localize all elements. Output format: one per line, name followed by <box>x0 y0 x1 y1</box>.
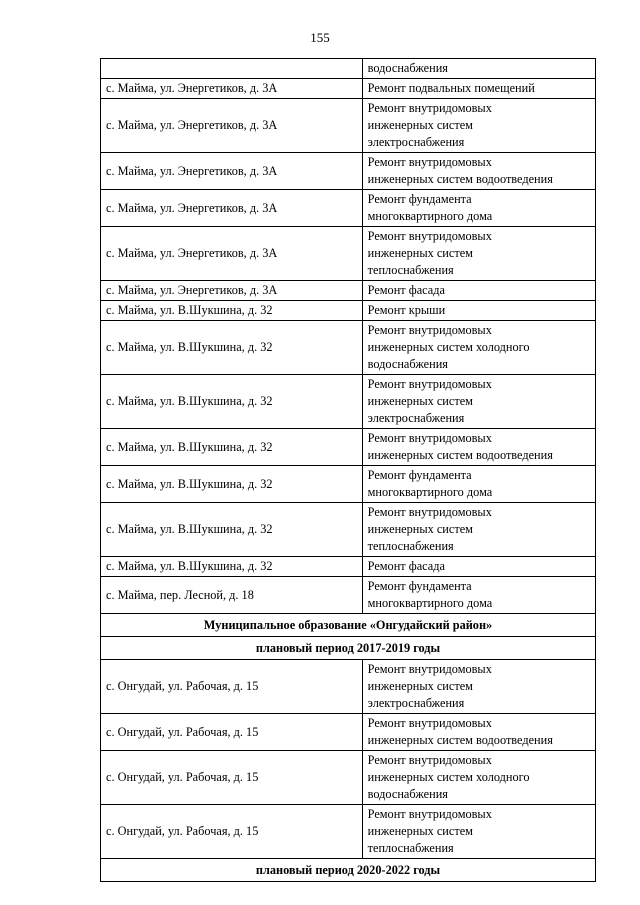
address-cell: с. Онгудай, ул. Рабочая, д. 15 <box>101 805 363 859</box>
work-type-line: Ремонт внутридомовых <box>367 229 492 243</box>
work-type-line: Ремонт подвальных помещений <box>367 81 535 95</box>
work-type-line: Ремонт крыши <box>367 303 446 317</box>
work-type-line: Ремонт внутридомовых <box>367 377 492 391</box>
work-type-line: Ремонт фасада <box>367 283 445 297</box>
work-type-line: водоснабжения <box>367 787 448 801</box>
work-type-cell <box>362 301 595 321</box>
work-type-cell <box>362 99 595 153</box>
section-header-row <box>101 637 596 660</box>
section-header-row <box>101 859 596 882</box>
address-cell: с. Майма, ул. В.Шукшина, д. 32 <box>101 503 363 557</box>
table-row <box>101 375 596 429</box>
work-type-cell <box>362 805 595 859</box>
work-type-cell <box>362 751 595 805</box>
work-type-line: Ремонт внутридомовых <box>367 716 492 730</box>
address-cell: с. Майма, ул. В.Шукшина, д. 32 <box>101 557 363 577</box>
work-type-line: Ремонт внутридомовых <box>367 323 492 337</box>
work-type-line: Ремонт внутридомовых <box>367 431 492 445</box>
address-cell: с. Онгудай, ул. Рабочая, д. 15 <box>101 660 363 714</box>
table-row <box>101 503 596 557</box>
work-type-cell <box>362 714 595 751</box>
address-cell <box>101 59 363 79</box>
address-cell: с. Майма, ул. В.Шукшина, д. 32 <box>101 375 363 429</box>
address-cell: с. Онгудай, ул. Рабочая, д. 15 <box>101 751 363 805</box>
address-cell: с. Майма, ул. В.Шукшина, д. 32 <box>101 429 363 466</box>
work-type-cell <box>362 429 595 466</box>
address-cell: с. Онгудай, ул. Рабочая, д. 15 <box>101 714 363 751</box>
work-type-line: водоснабжения <box>367 61 448 75</box>
work-type-line: инженерных систем <box>367 679 473 693</box>
table-row <box>101 751 596 805</box>
repair-schedule-table <box>100 58 596 882</box>
work-type-line: Ремонт внутридомовых <box>367 807 492 821</box>
work-type-cell <box>362 190 595 227</box>
page-number: 155 <box>310 30 330 45</box>
table-row <box>101 153 596 190</box>
work-type-line: Ремонт внутридомовых <box>367 101 492 115</box>
work-type-line: инженерных систем <box>367 522 473 536</box>
address-cell: с. Майма, ул. Энергетиков, д. 3А <box>101 227 363 281</box>
work-type-line: инженерных систем водоотведения <box>367 172 553 186</box>
work-type-line: Ремонт внутридомовых <box>367 155 492 169</box>
work-type-line: Ремонт фасада <box>367 559 445 573</box>
table-row <box>101 466 596 503</box>
address-cell: с. Майма, ул. Энергетиков, д. 3А <box>101 99 363 153</box>
work-type-line: многоквартирного дома <box>367 209 493 223</box>
address-cell: с. Майма, ул. Энергетиков, д. 3А <box>101 79 363 99</box>
work-type-line: инженерных систем <box>367 394 473 408</box>
work-type-cell <box>362 153 595 190</box>
table-row <box>101 660 596 714</box>
work-type-cell <box>362 577 595 614</box>
work-type-line: многоквартирного дома <box>367 485 493 499</box>
work-type-line: Ремонт внутридомовых <box>367 505 492 519</box>
work-type-line: электроснабжения <box>367 696 465 710</box>
work-type-line: инженерных систем <box>367 824 473 838</box>
table-row <box>101 321 596 375</box>
work-type-line: водоснабжения <box>367 357 448 371</box>
table-row <box>101 190 596 227</box>
work-type-line: инженерных систем холодного <box>367 770 530 784</box>
work-type-cell <box>362 466 595 503</box>
address-cell: с. Майма, пер. Лесной, д. 18 <box>101 577 363 614</box>
section-title: плановый период 2020-2022 годы <box>101 859 596 882</box>
work-type-line: Ремонт фундамента <box>367 192 472 206</box>
work-type-line: инженерных систем водоотведения <box>367 733 553 747</box>
table-row <box>101 577 596 614</box>
work-type-line: теплоснабжения <box>367 841 454 855</box>
table-row <box>101 301 596 321</box>
table-row <box>101 59 596 79</box>
work-type-cell <box>362 660 595 714</box>
table-row <box>101 805 596 859</box>
table-row <box>101 227 596 281</box>
work-type-cell <box>362 59 595 79</box>
work-type-line: Ремонт внутридомовых <box>367 662 492 676</box>
address-cell: с. Майма, ул. Энергетиков, д. 3А <box>101 153 363 190</box>
work-type-cell <box>362 557 595 577</box>
address-cell: с. Майма, ул. В.Шукшина, д. 32 <box>101 466 363 503</box>
work-type-cell <box>362 375 595 429</box>
work-type-cell <box>362 321 595 375</box>
table-row <box>101 557 596 577</box>
work-type-line: электроснабжения <box>367 135 465 149</box>
work-type-line: Ремонт фундамента <box>367 468 472 482</box>
table-row <box>101 79 596 99</box>
work-type-line: электроснабжения <box>367 411 465 425</box>
work-type-line: инженерных систем холодного <box>367 340 530 354</box>
table-row <box>101 99 596 153</box>
table-row <box>101 714 596 751</box>
section-header-row <box>101 614 596 637</box>
address-cell: с. Майма, ул. В.Шукшина, д. 32 <box>101 301 363 321</box>
work-type-line: теплоснабжения <box>367 539 454 553</box>
work-type-line: теплоснабжения <box>367 263 454 277</box>
address-cell: с. Майма, ул. Энергетиков, д. 3А <box>101 281 363 301</box>
work-type-line: многоквартирного дома <box>367 596 493 610</box>
table-row <box>101 429 596 466</box>
section-title: Муниципальное образование «Онгудайский район» <box>101 614 596 637</box>
work-type-line: инженерных систем <box>367 246 473 260</box>
work-type-cell <box>362 79 595 99</box>
section-title: плановый период 2017-2019 годы <box>101 637 596 660</box>
work-type-line: Ремонт внутридомовых <box>367 753 492 767</box>
address-cell: с. Майма, ул. В.Шукшина, д. 32 <box>101 321 363 375</box>
work-type-cell <box>362 503 595 557</box>
table-row <box>101 281 596 301</box>
work-type-cell <box>362 281 595 301</box>
work-type-cell <box>362 227 595 281</box>
address-cell: с. Майма, ул. Энергетиков, д. 3А <box>101 190 363 227</box>
work-type-line: Ремонт фундамента <box>367 579 472 593</box>
work-type-line: инженерных систем <box>367 118 473 132</box>
work-type-line: инженерных систем водоотведения <box>367 448 553 462</box>
